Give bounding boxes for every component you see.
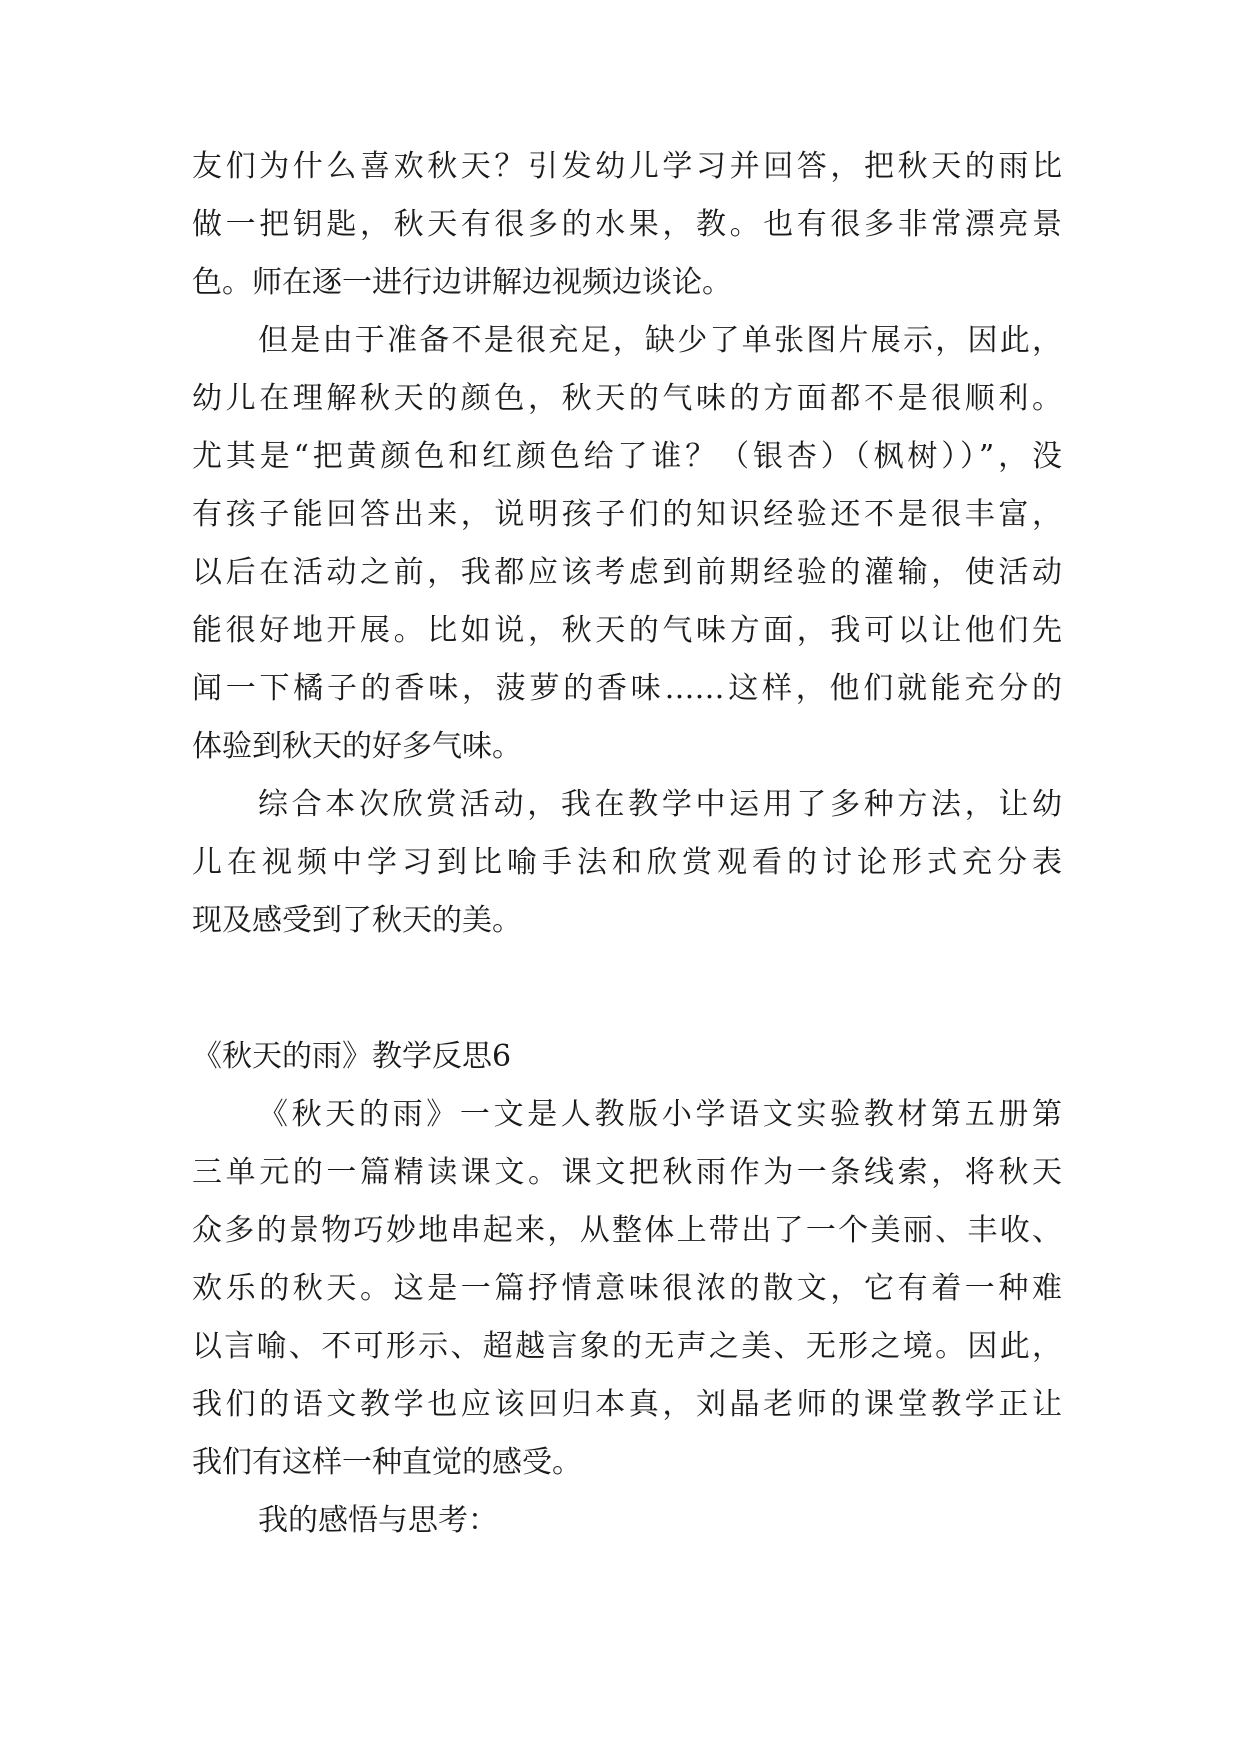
paragraph-first-line: 我的感悟与思考：	[258, 1503, 498, 1538]
text-line: 色。师在逐一进行边讲解边视频边谈论。	[192, 265, 732, 300]
text-line: 幼儿在理解秋天的颜色，秋天的气味的方面都不是很顺利。	[192, 381, 1062, 416]
text-line: 现及感受到了秋天的美。	[192, 903, 522, 938]
text-line: 有孩子能回答出来，说明孩子们的知识经验还不是很丰富，	[192, 497, 1062, 532]
text-line: 体验到秋天的好多气味。	[192, 729, 522, 764]
text-line: 我们的语文教学也应该回归本真，刘晶老师的课堂教学正让	[192, 1387, 1062, 1422]
text-line: 做一把钥匙，秋天有很多的水果，教。也有很多非常漂亮景	[192, 207, 1062, 242]
paragraph-first-line: 《秋天的雨》一文是人教版小学语文实验教材第五册第	[258, 1097, 1062, 1132]
text-line: 我们有这样一种直觉的感受。	[192, 1445, 582, 1480]
paragraph-first-line: 但是由于准备不是很充足，缺少了单张图片展示，因此，	[258, 323, 1062, 358]
text-line: 友们为什么喜欢秋天？引发幼儿学习并回答，把秋天的雨比	[192, 149, 1062, 184]
section-heading: 《秋天的雨》教学反思6	[192, 1039, 512, 1074]
paragraph-first-line: 综合本次欣赏活动，我在教学中运用了多种方法，让幼	[258, 787, 1062, 822]
text-line: 以言喻、不可形示、超越言象的无声之美、无形之境。因此，	[192, 1329, 1062, 1364]
text-line: 三单元的一篇精读课文。课文把秋雨作为一条线索，将秋天	[192, 1155, 1062, 1190]
text-line: 尤其是“把黄颜色和红颜色给了谁？（银杏）（枫树））”，没	[192, 439, 1062, 474]
text-line: 以后在活动之前，我都应该考虑到前期经验的灌输，使活动	[192, 555, 1062, 590]
text-line: 闻一下橘子的香味，菠萝的香味……这样，他们就能充分的	[192, 671, 1062, 706]
text-line: 众多的景物巧妙地串起来，从整体上带出了一个美丽、丰收、	[192, 1213, 1062, 1248]
text-line: 能很好地开展。比如说，秋天的气味方面，我可以让他们先	[192, 613, 1062, 648]
text-line: 欢乐的秋天。这是一篇抒情意味很浓的散文，它有着一种难	[192, 1271, 1062, 1306]
text-line: 儿在视频中学习到比喻手法和欣赏观看的讨论形式充分表	[192, 845, 1062, 880]
